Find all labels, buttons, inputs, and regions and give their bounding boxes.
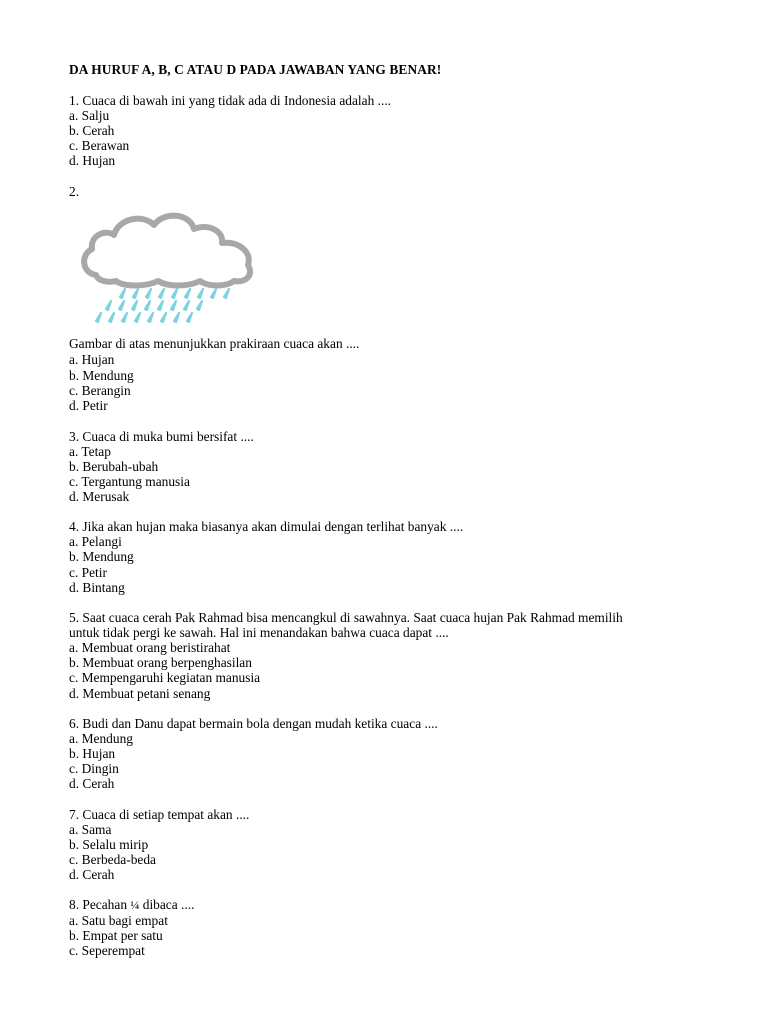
q2-option-b: b. Mendung [69, 368, 134, 383]
q7-option-c: c. Berbeda-beda [69, 852, 156, 867]
q7-option-b: b. Selalu mirip [69, 837, 149, 852]
raindrop [197, 301, 202, 310]
q2-option-d: d. Petir [69, 398, 108, 413]
raindrop [174, 313, 179, 322]
q8-option-c: c. Seperempat [69, 943, 145, 958]
raindrop [148, 313, 153, 322]
question-6: 6. Budi dan Danu dapat bermain bola dengan mudah ketika cuaca .... [69, 716, 438, 731]
raindrop [145, 301, 150, 310]
raindrop [187, 313, 192, 322]
raindrop [159, 289, 164, 298]
raindrop [96, 313, 101, 322]
fraction-quarter: ¼ [130, 898, 140, 912]
q6-option-d: d. Cerah [69, 776, 115, 791]
question-7: 7. Cuaca di setiap tempat akan .... [69, 807, 250, 822]
question-5-line2: untuk tidak pergi ke sawah. Hal ini menandakan bahwa cuaca dapat .... [69, 625, 449, 640]
raindrop [161, 313, 166, 322]
raindrop [198, 289, 203, 298]
raindrop [109, 313, 114, 322]
raindrop [172, 289, 177, 298]
question-1: 1. Cuaca di bawah ini yang tidak ada di Indonesia adalah .... [69, 93, 392, 108]
q4-option-c: c. Petir [69, 565, 107, 580]
q2-option-a: a. Hujan [69, 352, 115, 367]
question-3: 3. Cuaca di muka bumi bersifat .... [69, 429, 254, 444]
raindrop [133, 289, 138, 298]
q3-option-d: d. Merusak [69, 489, 130, 504]
question-2-number: 2. [69, 184, 80, 199]
raindrop [211, 289, 216, 298]
raindrop [119, 301, 124, 310]
q2-option-c: c. Berangin [69, 383, 131, 398]
q1-option-b: b. Cerah [69, 123, 115, 138]
raindrop [146, 289, 151, 298]
raindrop [171, 301, 176, 310]
q5-option-d: d. Membuat petani senang [69, 686, 211, 701]
q8-option-b: b. Empat per satu [69, 928, 163, 943]
raindrop [120, 289, 125, 298]
q6-option-c: c. Dingin [69, 761, 119, 776]
raindrop [135, 313, 140, 322]
raindrop [158, 301, 163, 310]
q4-option-d: d. Bintang [69, 580, 125, 595]
raindrop [132, 301, 137, 310]
q3-option-a: a. Tetap [69, 444, 111, 459]
q4-option-b: b. Mendung [69, 549, 134, 564]
raindrop [106, 301, 111, 310]
q5-option-a: a. Membuat orang beristirahat [69, 640, 231, 655]
q1-option-c: c. Berawan [69, 138, 130, 153]
q5-option-b: b. Membuat orang berpenghasilan [69, 655, 252, 670]
instruction-heading: DA HURUF A, B, C ATAU D PADA JAWABAN YANG BENAR! [69, 62, 442, 77]
question-4: 4. Jika akan hujan maka biasanya akan dimulai dengan terlihat banyak .... [69, 519, 464, 534]
q7-option-d: d. Cerah [69, 867, 115, 882]
raindrop [224, 289, 229, 298]
raindrop [122, 313, 127, 322]
q3-option-c: c. Tergantung manusia [69, 474, 190, 489]
raindrop [185, 289, 190, 298]
question-2: Gambar di atas menunjukkan prakiraan cuaca akan .... [69, 336, 360, 351]
raindrop [184, 301, 189, 310]
q5-option-c: c. Mempengaruhi kegiatan manusia [69, 670, 261, 685]
q3-option-b: b. Berubah-ubah [69, 459, 159, 474]
question-5-line1: 5. Saat cuaca cerah Pak Rahmad bisa mencangkul di sawahnya. Saat cuaca hujan Pak Rahmad memilih [69, 610, 623, 625]
q7-option-a: a. Sama [69, 822, 112, 837]
q4-option-a: a. Pelangi [69, 534, 122, 549]
rain-cloud-icon [76, 205, 260, 339]
q6-option-a: a. Mendung [69, 731, 133, 746]
q1-option-a: a. Salju [69, 108, 110, 123]
q1-option-d: d. Hujan [69, 153, 116, 168]
q8-option-a: a. Satu bagi empat [69, 913, 168, 928]
q6-option-b: b. Hujan [69, 746, 116, 761]
question-8: 8. Pecahan ¼ dibaca .... [69, 897, 195, 912]
